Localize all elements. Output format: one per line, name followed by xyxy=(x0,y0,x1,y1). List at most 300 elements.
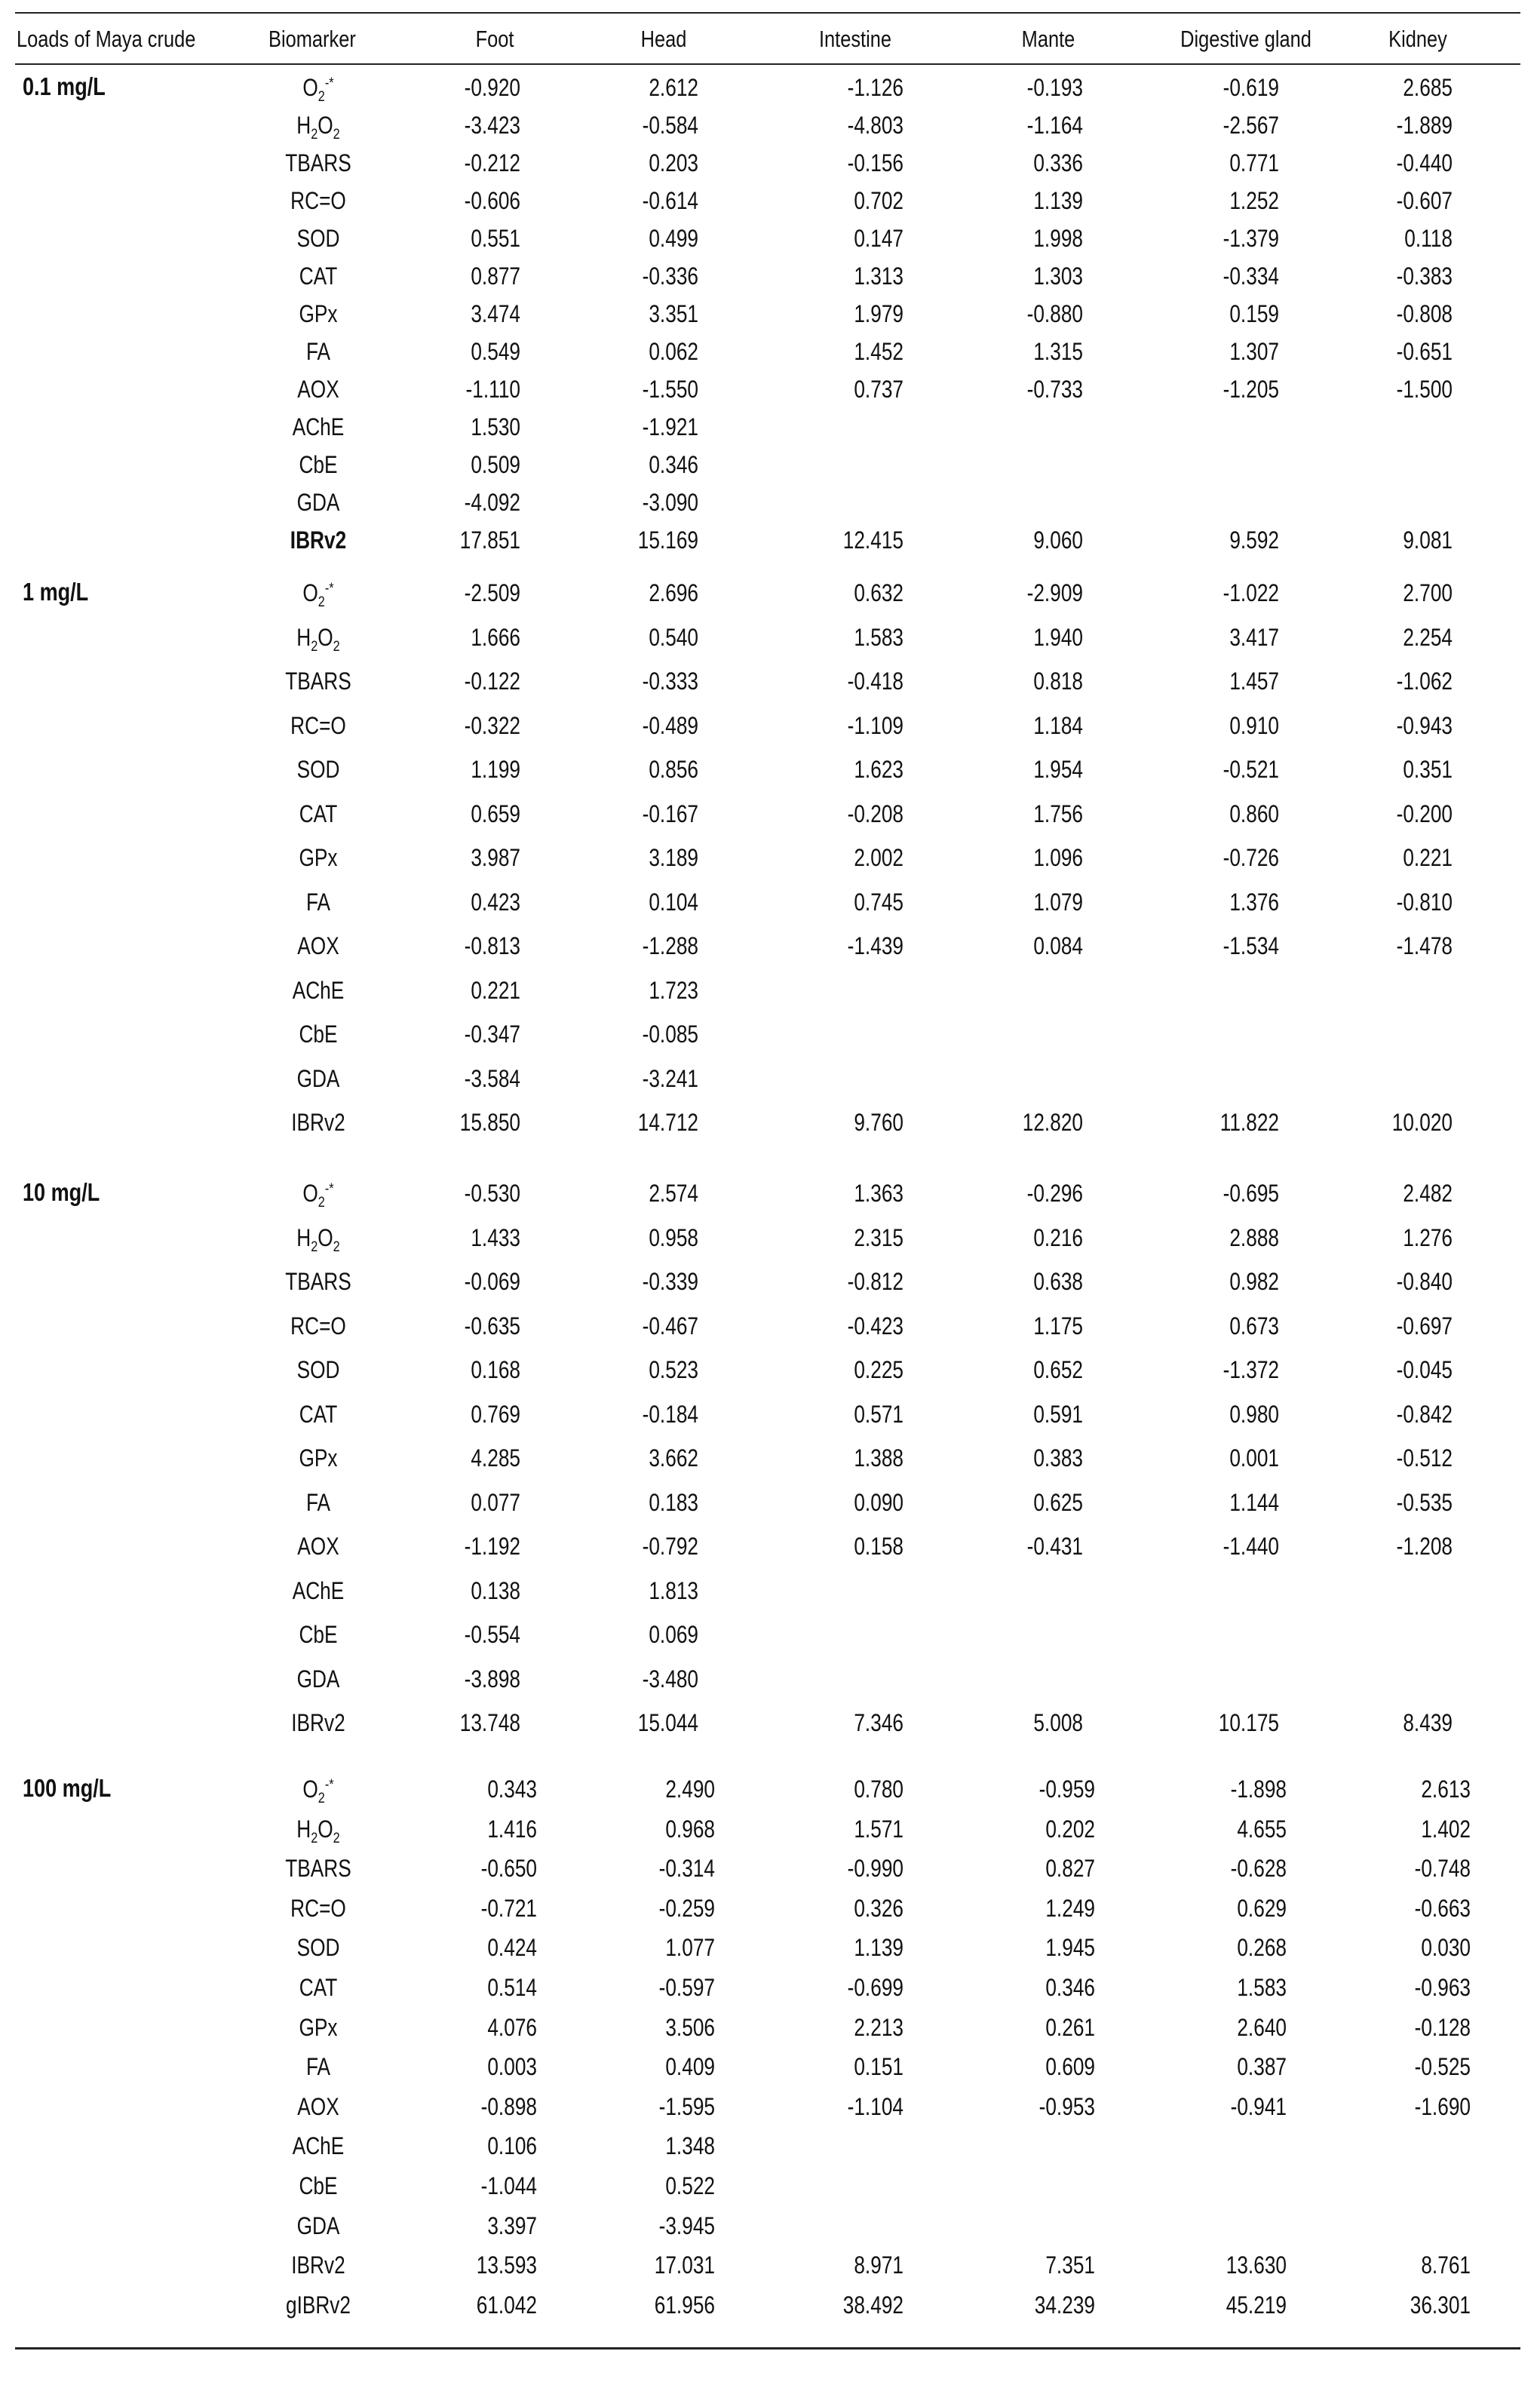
biomarker-label: $H_2O_2$ xyxy=(296,1223,340,1255)
table-cell-value: 1.998 xyxy=(1033,225,1083,252)
table-cell-value: -0.733 xyxy=(1026,376,1083,403)
table-cell-value: -1.208 xyxy=(1396,1533,1453,1560)
table-cell-value: 0.168 xyxy=(471,1356,520,1383)
biomarker-label: gIBRv2 xyxy=(285,2291,351,2319)
table-cell-value: 36.301 xyxy=(1410,2291,1471,2319)
table-cell-value: -0.990 xyxy=(847,1855,903,1883)
table-cell-value: 0.346 xyxy=(649,451,698,478)
table-cell-value: 9.760 xyxy=(854,1109,903,1136)
load-label: 0.1 mg/L xyxy=(23,72,106,100)
header-tissue: Kidney xyxy=(1388,26,1447,52)
table-cell-value: -0.699 xyxy=(847,1974,903,2001)
table-top-rule xyxy=(15,12,1520,14)
table-cell-value: 0.499 xyxy=(649,225,698,252)
biomarker-label: TBARS xyxy=(285,1855,351,1883)
table-cell-value: -0.808 xyxy=(1396,300,1453,327)
table-cell-value: 0.387 xyxy=(1237,2053,1287,2081)
table-cell-value: 10.175 xyxy=(1218,1709,1279,1736)
table-cell-value: -0.748 xyxy=(1414,1855,1471,1883)
table-cell-value: -0.607 xyxy=(1396,187,1453,214)
table-header-rule xyxy=(15,63,1520,65)
table-cell-value: -0.431 xyxy=(1026,1533,1083,1560)
table-cell-value: 8.439 xyxy=(1403,1709,1453,1736)
table-cell-value: 10.020 xyxy=(1391,1109,1453,1136)
table-cell-value: -1.550 xyxy=(642,376,698,403)
table-cell-value: 2.482 xyxy=(1403,1180,1453,1207)
table-cell-value: 3.474 xyxy=(471,300,520,327)
table-bottom-rule xyxy=(15,2347,1520,2349)
table-cell-value: -0.069 xyxy=(464,1268,520,1295)
table-cell-value: 0.118 xyxy=(1404,225,1453,252)
table-cell-value: -3.423 xyxy=(464,112,520,139)
table-cell-value: -1.192 xyxy=(464,1533,520,1560)
biomarker-label: AChE xyxy=(292,413,345,440)
table-cell-value: 0.856 xyxy=(649,756,698,783)
table-cell-value: 2.613 xyxy=(1421,1776,1471,1803)
table-cell-value: -0.842 xyxy=(1396,1400,1453,1428)
table-cell-value: -0.635 xyxy=(464,1312,520,1340)
table-cell-value: -1.022 xyxy=(1222,579,1279,606)
table-cell-value: 17.031 xyxy=(654,2251,715,2279)
table-cell-value: -1.889 xyxy=(1396,112,1453,139)
table-cell-value: -0.208 xyxy=(847,800,903,827)
table-cell-value: 1.144 xyxy=(1229,1488,1279,1516)
table-cell-value: -0.695 xyxy=(1222,1180,1279,1207)
table-cell-value: 1.139 xyxy=(854,1934,903,1962)
table-cell-value: 0.090 xyxy=(854,1488,903,1516)
table-cell-value: 0.982 xyxy=(1229,1268,1279,1295)
table-cell-value: 0.423 xyxy=(471,888,520,916)
table-cell-value: -0.792 xyxy=(642,1533,698,1560)
biomarker-label: GDA xyxy=(296,2211,340,2239)
table-cell-value: 1.945 xyxy=(1045,1934,1095,1962)
table-cell-value: 1.433 xyxy=(471,1223,520,1251)
biomarker-label: AOX xyxy=(297,2092,339,2120)
table-cell-value: 1.376 xyxy=(1229,888,1279,916)
table-cell-value: 1.307 xyxy=(1229,338,1279,365)
table-cell-value: -0.512 xyxy=(1396,1444,1453,1472)
table-cell-value: -0.521 xyxy=(1222,756,1279,783)
biomarker-label: GDA xyxy=(296,1064,340,1092)
header-biomarker: Biomarker xyxy=(268,26,356,52)
table-cell-value: 0.571 xyxy=(854,1400,903,1428)
table-cell-value: 1.077 xyxy=(665,1934,715,1962)
table-cell-value: 3.417 xyxy=(1229,623,1279,651)
table-cell-value: 0.409 xyxy=(665,2053,715,2081)
table-cell-value: -0.440 xyxy=(1396,149,1453,176)
biomarker-label: $H_2O_2$ xyxy=(296,1815,340,1846)
table-cell-value: -0.584 xyxy=(642,112,698,139)
biomarker-label: CbE xyxy=(299,1021,338,1048)
table-cell-value: 0.346 xyxy=(1045,1974,1095,2001)
table-cell-value: 0.183 xyxy=(649,1488,698,1516)
table-cell-value: 12.415 xyxy=(842,526,903,554)
table-cell-value: 11.822 xyxy=(1219,1109,1279,1136)
table-cell-value: 61.042 xyxy=(476,2291,537,2319)
table-cell-value: 0.138 xyxy=(471,1576,520,1604)
table-cell-value: 1.416 xyxy=(487,1815,537,1843)
table-cell-value: 0.625 xyxy=(1033,1488,1083,1516)
table-cell-value: 1.276 xyxy=(1403,1223,1453,1251)
table-cell-value: 1.666 xyxy=(471,623,520,651)
biomarker-label: GDA xyxy=(296,489,340,516)
biomarker-label: $O_2^{-*}$ xyxy=(302,1180,334,1211)
table-cell-value: 2.213 xyxy=(854,2013,903,2041)
table-cell-value: -0.128 xyxy=(1414,2013,1471,2041)
table-cell-value: 0.958 xyxy=(649,1223,698,1251)
table-cell-value: 1.249 xyxy=(1045,1894,1095,1922)
table-cell-value: 1.199 xyxy=(471,756,520,783)
table-cell-value: -0.314 xyxy=(658,1855,715,1883)
table-cell-value: -0.383 xyxy=(1396,262,1453,290)
biomarker-label: FA xyxy=(305,338,331,365)
table-cell-value: 0.632 xyxy=(854,579,903,606)
table-cell-value: 1.184 xyxy=(1033,711,1083,739)
table-cell-value: 0.424 xyxy=(487,1934,537,1962)
table-cell-value: -0.212 xyxy=(464,149,520,176)
table-cell-value: 0.221 xyxy=(1403,844,1453,871)
table-cell-value: -0.085 xyxy=(642,1021,698,1048)
table-cell-value: 61.956 xyxy=(654,2291,715,2319)
table-cell-value: -0.167 xyxy=(642,800,698,827)
table-cell-value: 1.175 xyxy=(1033,1312,1083,1340)
table-cell-value: 1.940 xyxy=(1033,623,1083,651)
biomarker-label: $O_2^{-*}$ xyxy=(302,74,334,105)
table-cell-value: 0.609 xyxy=(1045,2053,1095,2081)
table-cell-value: 0.980 xyxy=(1229,1400,1279,1428)
table-cell-value: 2.254 xyxy=(1403,623,1453,651)
table-cell-value: -4.803 xyxy=(847,112,903,139)
table-cell-value: -0.959 xyxy=(1038,1776,1095,1803)
table-cell-value: 17.851 xyxy=(459,526,520,554)
table-cell-value: 1.079 xyxy=(1033,888,1083,916)
table-cell-value: 9.060 xyxy=(1033,526,1083,554)
table-cell-value: 1.315 xyxy=(1033,338,1083,365)
table-cell-value: 0.818 xyxy=(1033,668,1083,695)
table-cell-value: -0.606 xyxy=(464,187,520,214)
biomarker-label: CAT xyxy=(299,1974,338,2001)
table-cell-value: -0.898 xyxy=(480,2092,537,2120)
table-cell-value: -0.812 xyxy=(847,1268,903,1295)
table-cell-value: -3.898 xyxy=(464,1665,520,1693)
biomarker-label: CbE xyxy=(299,451,338,478)
header-load: Loads of Maya crude xyxy=(17,26,196,52)
table-cell-value: 0.225 xyxy=(854,1356,903,1383)
table-cell-value: 7.346 xyxy=(854,1709,903,1736)
table-cell-value: 0.771 xyxy=(1229,149,1279,176)
biomarker-label: AChE xyxy=(292,2132,345,2160)
biomarker-label: TBARS xyxy=(285,149,351,176)
biomarker-label: SOD xyxy=(296,1934,340,1962)
table-cell-value: 1.348 xyxy=(665,2132,715,2160)
table-cell-value: 8.971 xyxy=(854,2251,903,2279)
table-cell-value: -1.898 xyxy=(1230,1776,1287,1803)
table-cell-value: 14.712 xyxy=(637,1109,698,1136)
load-label: 100 mg/L xyxy=(23,1774,112,1802)
biomarker-label: CbE xyxy=(299,1621,338,1648)
table-cell-value: 0.326 xyxy=(854,1894,903,1922)
table-cell-value: -1.534 xyxy=(1222,932,1279,959)
table-cell-value: 1.363 xyxy=(854,1180,903,1207)
table-cell-value: 3.987 xyxy=(471,844,520,871)
table-cell-value: 0.968 xyxy=(665,1815,715,1843)
table-cell-value: -0.467 xyxy=(642,1312,698,1340)
table-cell-value: 0.336 xyxy=(1033,149,1083,176)
table-cell-value: 9.081 xyxy=(1403,526,1453,554)
table-cell-value: 2.700 xyxy=(1403,579,1453,606)
table-cell-value: 1.096 xyxy=(1033,844,1083,871)
table-cell-value: 0.638 xyxy=(1033,1268,1083,1295)
table-cell-value: 0.151 xyxy=(854,2053,903,2081)
biomarker-label: TBARS xyxy=(285,1268,351,1295)
table-cell-value: 0.383 xyxy=(1033,1444,1083,1472)
biomarker-label: RC=O xyxy=(290,711,346,739)
table-cell-value: -0.943 xyxy=(1396,711,1453,739)
biomarker-label: IBRv2 xyxy=(291,1709,345,1736)
table-cell-value: -2.909 xyxy=(1026,579,1083,606)
table-cell-value: 0.860 xyxy=(1229,800,1279,827)
table-cell-value: 0.652 xyxy=(1033,1356,1083,1383)
table-cell-value: 0.540 xyxy=(649,623,698,651)
table-cell-value: 1.571 xyxy=(854,1815,903,1843)
table-cell-value: -1.110 xyxy=(465,376,520,403)
table-cell-value: -1.595 xyxy=(658,2092,715,2120)
biomarker-label: AOX xyxy=(297,932,339,959)
table-cell-value: -0.045 xyxy=(1396,1356,1453,1383)
table-cell-value: -1.109 xyxy=(847,711,903,739)
table-cell-value: 12.820 xyxy=(1022,1109,1083,1136)
table-cell-value: -0.156 xyxy=(847,149,903,176)
table-cell-value: -0.628 xyxy=(1230,1855,1287,1883)
table-cell-value: 2.888 xyxy=(1229,1223,1279,1251)
table-cell-value: 0.877 xyxy=(471,262,520,290)
table-cell-value: -0.810 xyxy=(1396,888,1453,916)
table-cell-value: -0.259 xyxy=(658,1894,715,1922)
table-cell-value: -1.164 xyxy=(1026,112,1083,139)
table-cell-value: 0.003 xyxy=(487,2053,537,2081)
table-cell-value: -0.840 xyxy=(1396,1268,1453,1295)
biomarker-label: SOD xyxy=(296,756,340,783)
table-cell-value: -3.090 xyxy=(642,489,698,516)
table-cell-value: 2.315 xyxy=(854,1223,903,1251)
table-cell-value: -3.480 xyxy=(642,1665,698,1693)
table-cell-value: 5.008 xyxy=(1033,1709,1083,1736)
table-cell-value: -0.880 xyxy=(1026,300,1083,327)
table-cell-value: 38.492 xyxy=(842,2291,903,2319)
table-cell-value: -1.500 xyxy=(1396,376,1453,403)
table-cell-value: 9.592 xyxy=(1229,526,1279,554)
table-cell-value: 1.303 xyxy=(1033,262,1083,290)
table-cell-value: 1.313 xyxy=(854,262,903,290)
biomarker-label: CbE xyxy=(299,2172,338,2199)
table-cell-value: 0.221 xyxy=(471,976,520,1004)
table-cell-value: -0.651 xyxy=(1396,338,1453,365)
table-cell-value: 8.761 xyxy=(1421,2251,1471,2279)
table-cell-value: 1.402 xyxy=(1421,1815,1471,1843)
table-cell-value: 0.106 xyxy=(487,2132,537,2160)
table-cell-value: 3.662 xyxy=(649,1444,698,1472)
table-cell-value: -0.663 xyxy=(1414,1894,1471,1922)
table-cell-value: 1.954 xyxy=(1033,756,1083,783)
table-cell-value: 3.189 xyxy=(649,844,698,871)
header-tissue: Head xyxy=(640,26,687,52)
table-cell-value: -0.650 xyxy=(480,1855,537,1883)
table-cell-value: 0.158 xyxy=(854,1533,903,1560)
table-cell-value: 2.574 xyxy=(649,1180,698,1207)
load-label: 10 mg/L xyxy=(23,1178,100,1206)
table-cell-value: 0.702 xyxy=(854,187,903,214)
header-tissue: Intestine xyxy=(818,26,892,52)
table-cell-value: -0.322 xyxy=(464,711,520,739)
biomarker-label: IBRv2 xyxy=(290,526,347,554)
table-cell-value: 0.737 xyxy=(854,376,903,403)
biomarker-label: AChE xyxy=(292,976,345,1004)
table-cell-value: 2.490 xyxy=(665,1776,715,1803)
table-cell-value: 4.655 xyxy=(1237,1815,1287,1843)
header-tissue: Digestive gland xyxy=(1180,26,1311,52)
table-cell-value: 0.084 xyxy=(1033,932,1083,959)
table-cell-value: -1.440 xyxy=(1222,1533,1279,1560)
biomarker-label: $H_2O_2$ xyxy=(296,623,340,655)
biomarker-label: CAT xyxy=(299,262,338,290)
biomarker-label: GPx xyxy=(299,2013,338,2041)
table-cell-value: 0.343 xyxy=(487,1776,537,1803)
table-cell-value: -3.584 xyxy=(464,1064,520,1092)
table-cell-value: 3.351 xyxy=(649,300,698,327)
header-tissue: Foot xyxy=(475,26,514,52)
table-cell-value: -1.104 xyxy=(847,2092,903,2120)
table-cell-value: -1.439 xyxy=(847,932,903,959)
biomarker-label: $O_2^{-*}$ xyxy=(302,579,334,610)
biomarker-label: RC=O xyxy=(290,1894,346,1922)
table-cell-value: 2.640 xyxy=(1237,2013,1287,2041)
table-cell-value: -1.288 xyxy=(642,932,698,959)
biomarker-label: SOD xyxy=(296,1356,340,1383)
biomarker-label: CAT xyxy=(299,1400,338,1428)
table-cell-value: -1.921 xyxy=(642,413,698,440)
biomarker-label: $H_2O_2$ xyxy=(296,112,340,143)
table-cell-value: -0.489 xyxy=(642,711,698,739)
table-cell-value: 1.388 xyxy=(854,1444,903,1472)
table-cell-value: 34.239 xyxy=(1034,2291,1095,2319)
table-cell-value: 1.756 xyxy=(1033,800,1083,827)
table-cell-value: 15.169 xyxy=(637,526,698,554)
table-cell-value: -3.241 xyxy=(642,1064,698,1092)
table-cell-value: 0.780 xyxy=(854,1776,903,1803)
table-cell-value: -4.092 xyxy=(464,489,520,516)
biomarker-label: CAT xyxy=(299,800,338,827)
table-cell-value: -0.122 xyxy=(464,668,520,695)
table-cell-value: -1.062 xyxy=(1396,668,1453,695)
table-cell-value: 0.069 xyxy=(649,1621,698,1648)
table-cell-value: -1.126 xyxy=(847,74,903,101)
table-cell-value: 0.523 xyxy=(649,1356,698,1383)
table-cell-value: 0.509 xyxy=(471,451,520,478)
table-cell-value: 1.139 xyxy=(1033,187,1083,214)
table-cell-value: -0.726 xyxy=(1222,844,1279,871)
table-cell-value: 45.219 xyxy=(1226,2291,1287,2319)
biomarker-label: FA xyxy=(305,888,331,916)
table-cell-value: 1.583 xyxy=(854,623,903,651)
table-cell-value: -2.567 xyxy=(1222,112,1279,139)
table-cell-value: -0.963 xyxy=(1414,1974,1471,2001)
table-cell-value: -0.697 xyxy=(1396,1312,1453,1340)
biomarker-label: GDA xyxy=(296,1665,340,1693)
table-cell-value: 1.457 xyxy=(1229,668,1279,695)
header-tissue: Mante xyxy=(1021,26,1075,52)
biomarker-label: AOX xyxy=(297,1533,339,1560)
table-cell-value: -0.184 xyxy=(642,1400,698,1428)
table-cell-value: -0.530 xyxy=(464,1180,520,1207)
table-cell-value: -0.619 xyxy=(1222,74,1279,101)
table-cell-value: -0.334 xyxy=(1222,262,1279,290)
table-cell-value: 0.549 xyxy=(471,338,520,365)
table-cell-value: 0.551 xyxy=(471,225,520,252)
biomarker-label: AOX xyxy=(297,376,339,403)
biomarker-label: FA xyxy=(305,1488,331,1516)
biomarker-label: $O_2^{-*}$ xyxy=(302,1776,334,1806)
table-cell-value: 1.452 xyxy=(854,338,903,365)
biomarker-label: GPx xyxy=(299,1444,338,1472)
table-cell-value: 0.522 xyxy=(665,2172,715,2199)
table-cell-value: 0.062 xyxy=(649,338,698,365)
table-cell-value: -0.333 xyxy=(642,668,698,695)
table-cell-value: -0.525 xyxy=(1414,2053,1471,2081)
table-cell-value: 0.351 xyxy=(1403,756,1453,783)
table-cell-value: 0.030 xyxy=(1421,1934,1471,1962)
table-cell-value: -0.614 xyxy=(642,187,698,214)
table-cell-value: -0.347 xyxy=(464,1021,520,1048)
table-cell-value: -0.423 xyxy=(847,1312,903,1340)
biomarker-label: RC=O xyxy=(290,1312,346,1340)
table-cell-value: 15.850 xyxy=(459,1109,520,1136)
table-cell-value: -0.336 xyxy=(642,262,698,290)
table-cell-value: 0.202 xyxy=(1045,1815,1095,1843)
table-cell-value: 0.827 xyxy=(1045,1855,1095,1883)
table-cell-value: -3.945 xyxy=(658,2211,715,2239)
table-cell-value: 4.076 xyxy=(487,2013,537,2041)
table-cell-value: 1.252 xyxy=(1229,187,1279,214)
table-cell-value: 1.583 xyxy=(1237,1974,1287,2001)
table-cell-value: 13.748 xyxy=(459,1709,520,1736)
table-cell-value: 1.813 xyxy=(649,1576,698,1604)
table-cell-value: 0.268 xyxy=(1237,1934,1287,1962)
table-cell-value: 0.514 xyxy=(487,1974,537,2001)
table-cell-value: 1.979 xyxy=(854,300,903,327)
table-cell-value: -0.200 xyxy=(1396,800,1453,827)
table-cell-value: 1.623 xyxy=(854,756,903,783)
table-cell-value: 0.910 xyxy=(1229,711,1279,739)
table-cell-value: 1.530 xyxy=(471,413,520,440)
table-cell-value: -0.813 xyxy=(464,932,520,959)
table-cell-value: 2.696 xyxy=(649,579,698,606)
table-cell-value: 0.216 xyxy=(1033,1223,1083,1251)
table-cell-value: 0.203 xyxy=(649,149,698,176)
table-cell-value: 2.612 xyxy=(649,74,698,101)
table-cell-value: -1.379 xyxy=(1222,225,1279,252)
biomarker-label: AChE xyxy=(292,1576,345,1604)
table-cell-value: -0.535 xyxy=(1396,1488,1453,1516)
table-cell-value: -1.478 xyxy=(1396,932,1453,959)
table-cell-value: 3.506 xyxy=(665,2013,715,2041)
biomarker-label: IBRv2 xyxy=(291,2251,345,2279)
biomarker-label: GPx xyxy=(299,844,338,871)
table-cell-value: 2.685 xyxy=(1403,74,1453,101)
biomarker-label: FA xyxy=(305,2053,331,2081)
table-cell-value: 13.630 xyxy=(1226,2251,1287,2279)
table-cell-value: 13.593 xyxy=(476,2251,537,2279)
table-cell-value: 7.351 xyxy=(1045,2251,1095,2279)
